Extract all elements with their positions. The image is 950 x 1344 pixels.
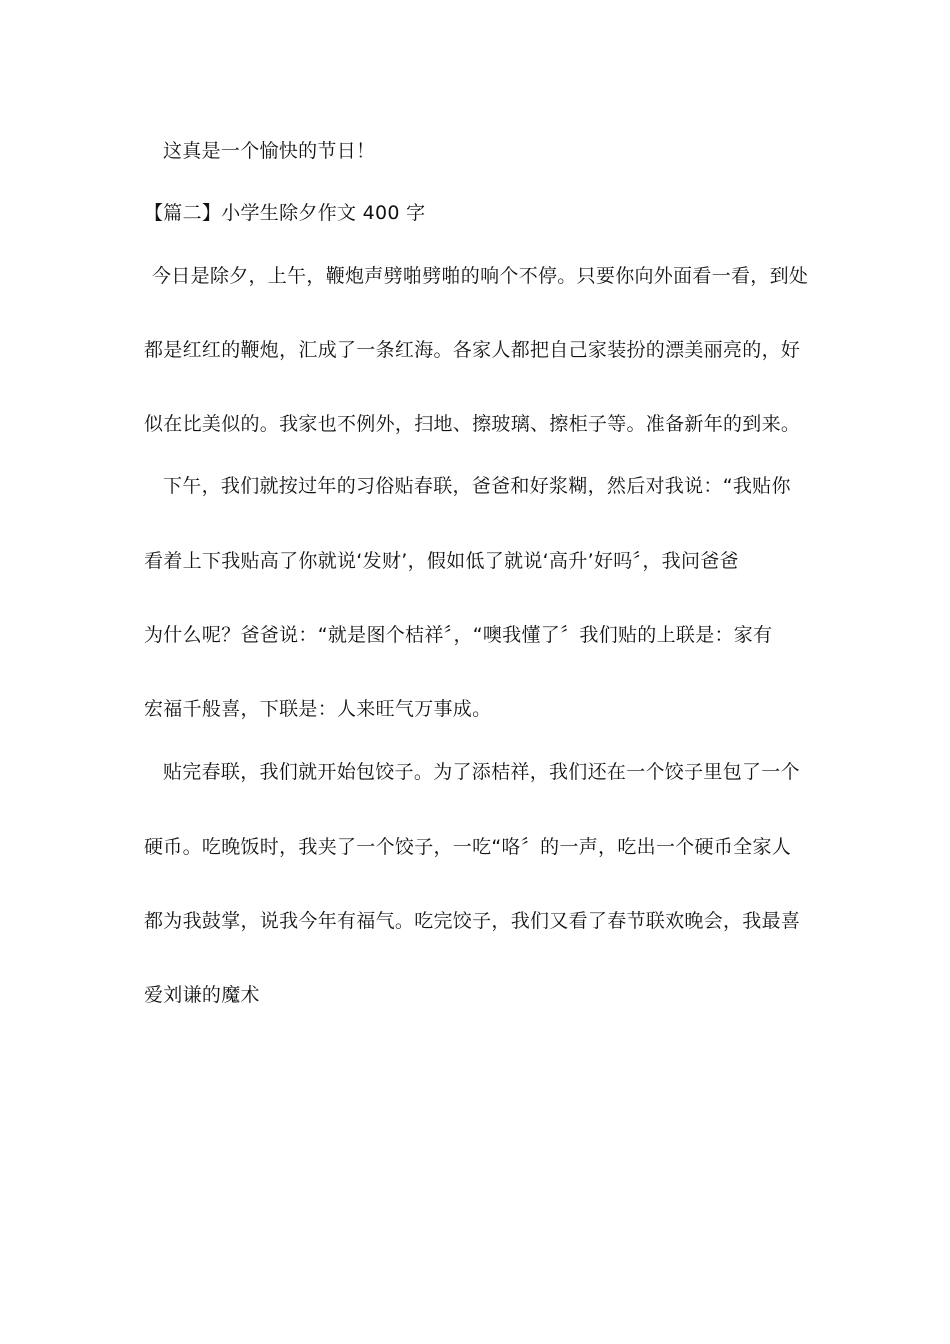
closing-line: 这真是一个愉快的节日！ <box>163 140 376 162</box>
paragraph-line: 宏福千般喜，下联是：人来旺气万事成。 <box>144 698 492 720</box>
paragraph-line: 为什么呢？爸爸说：“就是图个桔祥〞，“噢我懂了〞我们贴的上联是：家有 <box>144 624 773 646</box>
paragraph-line: 似在比美似的。我家也不例外，扫地、擦玻璃、擦柜子等。准备新年的到来。 <box>144 413 801 435</box>
paragraph-line: 都是红红的鞭炮，汇成了一条红海。各家人都把自己家装扮的漂美丽亮的，好 <box>144 339 801 361</box>
paragraph-line: 下午，我们就按过年的习俗贴春联，爸爸和好浆糊，然后对我说：“我贴你 <box>163 475 791 497</box>
paragraph-line: 都为我鼓掌，说我今年有福气。吃完饺子，我们又看了春节联欢晚会，我最喜 <box>144 910 801 932</box>
paragraph-line: 硬币。吃晚饭时，我夹了一个饺子，一吃“咯〞的一声，吃出一个硬币全家人 <box>144 836 792 858</box>
paragraph-line: 爱刘谦的魔术 <box>144 984 260 1006</box>
paragraph-line: 贴完春联，我们就开始包饺子。为了添桔祥，我们还在一个饺子里包了一个 <box>163 761 800 783</box>
paragraph-line: 今日是除夕，上午，鞭炮声劈啪劈啪的响个不停。只要你向外面看一看，到处 <box>152 265 809 287</box>
section-heading: 【篇二】小学生除夕作文 400 字 <box>144 202 426 224</box>
paragraph-line: 看着上下我贴高了你就说‘发财’，假如低了就说‘高升’好吗〞，我问爸爸 <box>144 550 739 572</box>
